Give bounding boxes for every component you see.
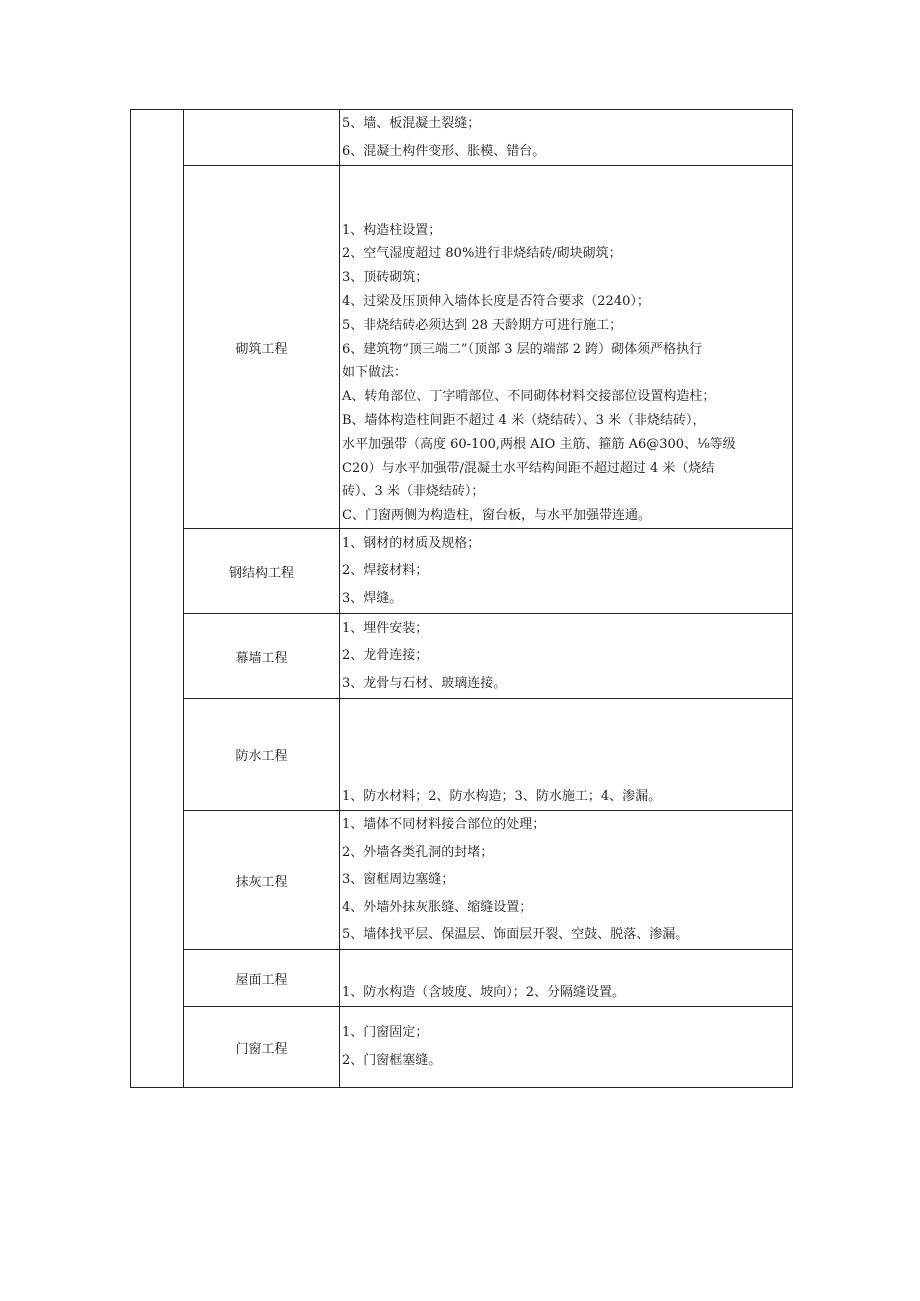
list-item: 6、建筑物“顶三端二”（顶部 3 层的端部 2 跨）砌体须严格执行 <box>342 341 703 357</box>
list-item: 1、墙体不同材料接合部位的处理； <box>342 817 546 833</box>
items-cell <box>340 811 793 950</box>
table-row <box>131 1007 793 1088</box>
list-item: 4、过梁及压顶伸入墙体长度是否符合要求（2240）； <box>342 294 650 310</box>
list-item: 3、焊缝。 <box>342 590 403 606</box>
list-item: 3、龙骨与石材、玻璃连接。 <box>342 675 507 691</box>
category-cell <box>184 811 340 950</box>
table-row <box>131 811 793 950</box>
table-row <box>131 614 793 699</box>
list-item: 1、构造柱设置； <box>342 222 442 238</box>
left-merged-cell <box>131 110 184 1088</box>
items-cell <box>340 950 793 1007</box>
list-item: 5、非烧结砖必须达到 28 天龄期方可进行施工； <box>342 317 623 333</box>
items-cell <box>340 110 793 166</box>
category-cell <box>184 614 340 699</box>
table-row <box>131 699 793 811</box>
table-row <box>131 166 793 529</box>
items-cell <box>340 529 793 614</box>
list-item: 1、门窗固定； <box>342 1025 429 1040</box>
list-item: 2、空气湿度超过 80%进行非烧结砖/砌块砌筑； <box>342 246 622 262</box>
category-label: 门窗工程 <box>235 1041 288 1057</box>
category-cell <box>184 950 340 1007</box>
table-row <box>131 950 793 1007</box>
category-cell <box>184 699 340 811</box>
list-item: C、门窗两侧为构造柱，窗台板，与水平加强带连通。 <box>342 508 651 524</box>
list-item: 2、龙骨连接； <box>342 648 429 664</box>
list-item: 2、门窗框塞缝。 <box>342 1052 442 1068</box>
items-cell <box>340 1007 793 1088</box>
list-item: C20）与水平加强带/混凝土水平结构间距不超过超过 4 米（烧结 <box>342 460 715 476</box>
list-item: B、墙体构造柱间距不超过 4 米（烧结砖）、3 米（非烧结砖）， <box>342 413 706 429</box>
list-item: A、转角部位、丁字啃部位、不同砌体材料交接部位设置构造柱； <box>342 389 716 405</box>
items-cell <box>340 699 793 811</box>
category-cell <box>184 529 340 614</box>
items-cell <box>340 166 793 529</box>
category-cell <box>184 1007 340 1088</box>
category-label: 抹灰工程 <box>235 874 288 890</box>
category-cell <box>184 166 340 529</box>
list-item: 水平加强带（高度 60-100,两根 AIO 主筋、箍筋 A6@300、⅛等级 <box>342 436 736 452</box>
list-item: 1、防水构造（含坡度、坡向）；2、分隔缝设置。 <box>342 984 626 1000</box>
table-row <box>131 529 793 614</box>
list-item: 5、墙、板混凝土裂缝； <box>342 116 481 131</box>
list-item: 1、钢材的材质及规格； <box>342 535 481 551</box>
inspection-table <box>130 109 793 1088</box>
list-item: 如下做法： <box>342 365 408 381</box>
category-label: 屋面工程 <box>235 972 288 988</box>
category-label: 防水工程 <box>235 749 288 764</box>
list-item: 6、混凝土构件变形、胀模、错台。 <box>342 143 546 159</box>
list-item: 1、防水材料；2、防水构造；3、防水施工；4、渗漏。 <box>342 788 662 804</box>
list-item: 2、焊接材料； <box>342 563 429 579</box>
table-row <box>131 110 793 166</box>
list-item: 3、窗框周边塞缝； <box>342 872 455 888</box>
category-label: 砌筑工程 <box>235 341 288 357</box>
list-item: 1、埋件安装； <box>342 620 429 636</box>
items-cell <box>340 614 793 699</box>
category-label: 幕墙工程 <box>235 650 288 666</box>
list-item: 2、外墙各类孔洞的封堵； <box>342 844 494 860</box>
list-item: 4、外墙外抹灰胀缝、缩缝设置； <box>342 899 533 915</box>
category-cell <box>184 110 340 166</box>
category-label: 钢结构工程 <box>228 565 294 581</box>
list-item: 砖）、3 米（非烧结砖）； <box>342 484 485 500</box>
list-item: 3、顶砖砌筑； <box>342 270 429 286</box>
list-item: 5、墙体找平层、保温层、饰面层开裂、空鼓、脱落、渗漏。 <box>342 927 689 943</box>
